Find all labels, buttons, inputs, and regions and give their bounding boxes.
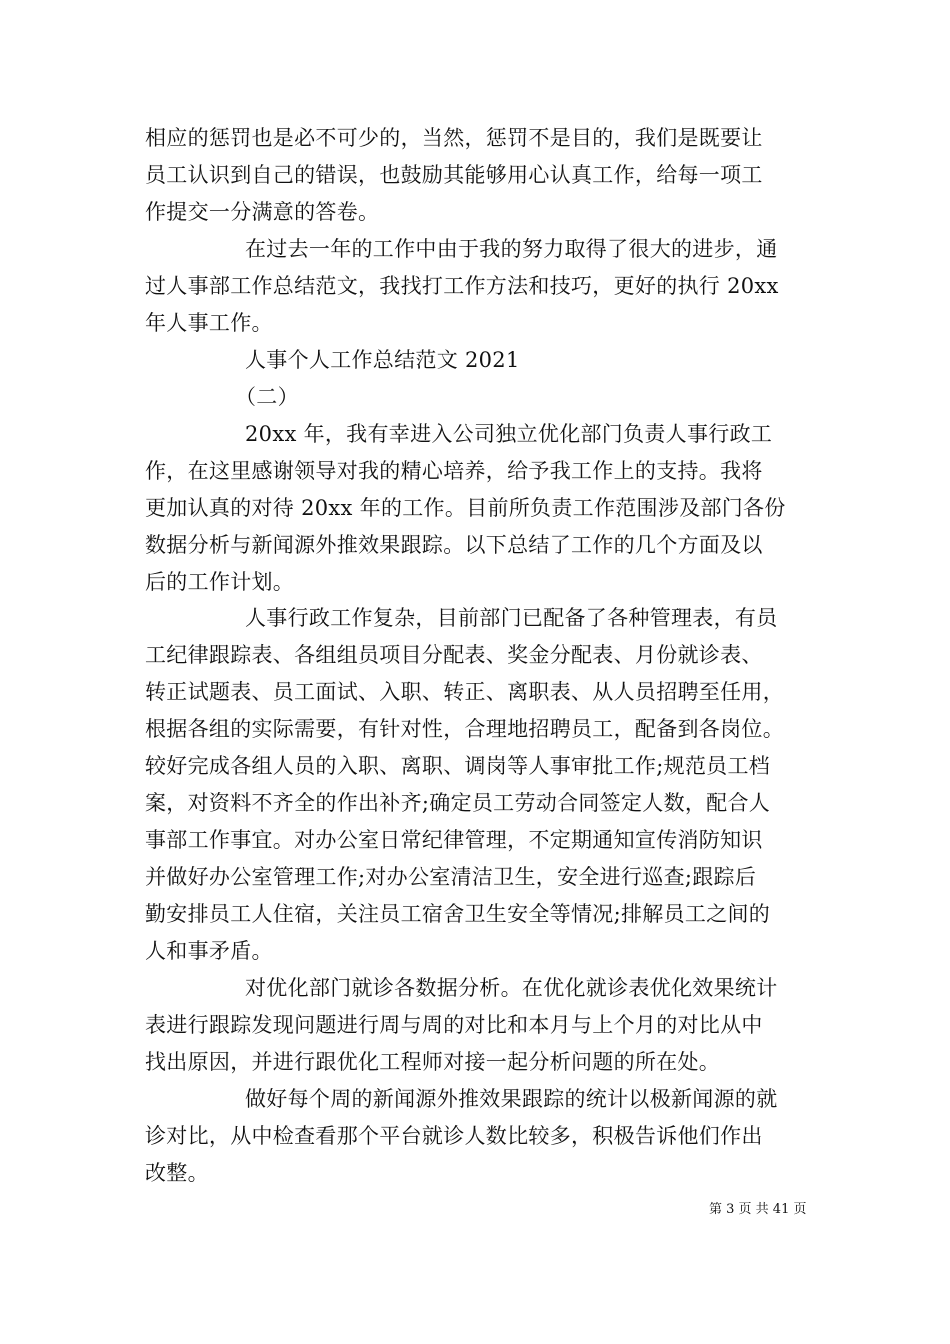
text-line: 根据各组的实际需要，有针对性，合理地招聘员工，配备到各岗位。 [145,717,784,741]
text-line: 年人事工作。 [145,311,273,335]
text-line: 在过去一年的工作中由于我的努力取得了很大的进步，通 [245,237,778,261]
text-line: 较好完成各组人员的入职、离职、调岗等人事审批工作;规范员工档 [145,754,771,778]
text-line: 表进行跟踪发现问题进行周与周的对比和本月与上个月的对比从中 [145,1013,763,1037]
text-line: 找出原因，并进行跟优化工程师对接一起分析问题的所在处。 [145,1050,721,1074]
text-line: 作，在这里感谢领导对我的精心培养，给予我工作上的支持。我将 [145,459,763,483]
section-subtitle: （二） [235,385,299,409]
text-line: 事部工作事宜。对办公室日常纪律管理，不定期通知宣传消防知识 [145,828,763,852]
text-line: 并做好办公室管理工作;对办公室清洁卫生，安全进行巡查;跟踪后 [145,865,757,889]
text-line: 更加认真的对待 20xx 年的工作。目前所负责工作范围涉及部门各份 [145,496,786,520]
text-line: 勤安排员工人住宿，关注员工宿舍卫生安全等情况;排解员工之间的 [145,902,771,926]
text-line: 数据分析与新闻源外推效果跟踪。以下总结了工作的几个方面及以 [145,533,763,557]
text-line: 工纪律跟踪表、各组组员项目分配表、奖金分配表、月份就诊表、 [145,643,763,667]
text-line: 过人事部工作总结范文，我找打工作方法和技巧，更好的执行 20xx [145,274,779,298]
text-line: 人和事矛盾。 [145,939,273,963]
text-line: 案，对资料不齐全的作出补齐;确定员工劳动合同签定人数，配合人 [145,791,771,815]
text-line: 转正试题表、员工面试、入职、转正、离职表、从人员招聘至任用， [145,680,784,704]
text-line: 对优化部门就诊各数据分析。在优化就诊表优化效果统计 [245,976,778,1000]
text-line: 做好每个周的新闻源外推效果跟踪的统计以极新闻源的就 [245,1087,778,1111]
text-line: 相应的惩罚也是必不可少的，当然，惩罚不是目的，我们是既要让 [145,126,763,150]
text-line: 诊对比，从中检查看那个平台就诊人数比较多，积极告诉他们作出 [145,1124,763,1148]
text-line: 员工认识到自己的错误，也鼓励其能够用心认真工作，给每一项工 [145,163,763,187]
text-line: 人事行政工作复杂，目前部门已配备了各种管理表，有员 [245,606,778,630]
text-line: 后的工作计划。 [145,570,295,594]
text-line: 改整。 [145,1161,209,1185]
text-line: 20xx 年，我有幸进入公司独立优化部门负责人事行政工 [245,422,773,446]
text-line: 作提交一分满意的答卷。 [145,200,380,224]
section-title: 人事个人工作总结范文 2021 [245,348,520,372]
page-number-footer: 第 3 页 共 41 页 [709,1202,807,1217]
